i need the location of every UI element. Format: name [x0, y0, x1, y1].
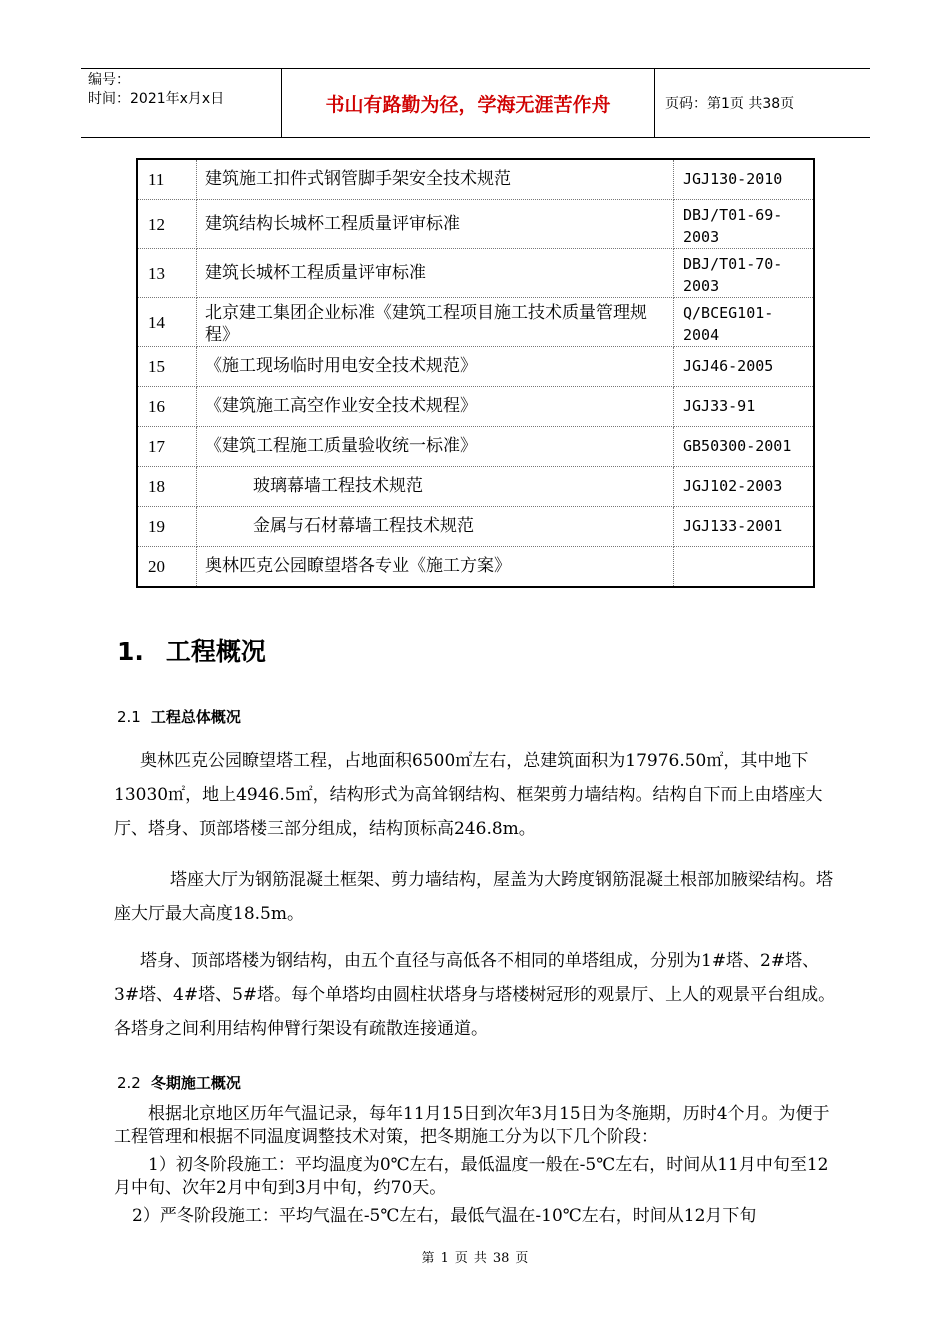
- footer-gong: 共: [473, 1251, 487, 1266]
- header-meta: [81, 69, 281, 137]
- header-motto: 书山有路勤为径，学海无涯苦作舟: [281, 69, 655, 137]
- row-number: 19: [137, 507, 197, 547]
- section-number: 1.: [117, 637, 144, 666]
- standard-name: 金属与石材幕墙工程技术规范: [197, 507, 674, 547]
- doc-date-label: 时间：2021年x月x日: [88, 91, 225, 107]
- subsection-title: 冬期施工概况: [150, 1074, 241, 1092]
- standard-code: JGJ130-2010: [674, 159, 815, 200]
- footer-di: 第: [421, 1251, 435, 1266]
- standard-code: DBJ/T01-69-2003: [674, 200, 815, 249]
- standard-name: 建筑结构长城杯工程质量评审标准: [197, 200, 674, 249]
- table-row: [137, 249, 814, 298]
- footer-total-pages: 38: [492, 1251, 510, 1266]
- standard-code: JGJ33-91: [674, 387, 815, 427]
- row-number: 15: [137, 347, 197, 387]
- subsection-number: 2.2: [117, 1074, 141, 1092]
- winter-paragraph-1: 根据北京地区历年气温记录，每年11月15日到次年3月15日为冬施期，历时4个月。为便于工程管理和根据不同温度调整技术对策，把冬期施工分为以下几个阶段：: [114, 1104, 830, 1147]
- standard-code: JGJ133-2001: [674, 507, 815, 547]
- row-number: 20: [137, 547, 197, 588]
- standard-code: GB50300-2001: [674, 427, 815, 467]
- standard-code: JGJ102-2003: [674, 467, 815, 507]
- row-number: 14: [137, 298, 197, 347]
- table-row: [137, 298, 814, 347]
- table-row: [137, 159, 814, 200]
- standard-name: 《施工现场临时用电安全技术规范》: [197, 347, 674, 387]
- row-number: 18: [137, 467, 197, 507]
- winter-paragraph-2: 1）初冬阶段施工：平均温度为0℃左右，最低温度一般在-5℃左右，时间从11月中旬至12月中旬、次年2月中旬到3月中旬，约70天。: [114, 1155, 829, 1198]
- standard-code: Q/BCEG101-2004: [674, 298, 815, 347]
- section-heading-1: [117, 632, 266, 668]
- table-row: [137, 507, 814, 547]
- standard-name: 建筑施工扣件式钢管脚手架安全技术规范: [197, 159, 674, 200]
- footer-ye: 页: [454, 1251, 468, 1266]
- doc-number-label: 编号：: [88, 72, 130, 88]
- subsection-heading-2-1: [117, 706, 241, 727]
- table-row: [137, 200, 814, 249]
- footer-ye-2: 页: [515, 1251, 529, 1266]
- row-number: 13: [137, 249, 197, 298]
- page-header: [81, 68, 870, 138]
- section-title: 工程概况: [165, 637, 266, 666]
- table-row: [137, 427, 814, 467]
- subsection-title: 工程总体概况: [150, 708, 241, 726]
- winter-paragraph-3: 2）严冬阶段施工：平均气温在-5℃左右，最低气温在-10℃左右，时间从12月下旬: [132, 1206, 757, 1226]
- overview-paragraph-3: 塔身、顶部塔楼为钢结构，由五个直径与高低各不相同的单塔组成，分别为1#塔、2#塔、3#塔、4#塔、5#塔。每个单塔均由圆柱状塔身与塔楼树冠形的观景厅、上人的观景平台组成。各塔身之间利用结构伸臂行架设有疏散连接通道。: [114, 951, 836, 1039]
- page-footer: [0, 1247, 950, 1266]
- table-row: [137, 387, 814, 427]
- overview-paragraph-2: 塔座大厅为钢筋混凝土框架、剪力墙结构，屋盖为大跨度钢筋混凝土根部加腋梁结构。塔座大厅最大高度18.5m。: [114, 870, 833, 924]
- standard-name: 奥林匹克公园瞭望塔各专业《施工方案》: [197, 547, 674, 588]
- standard-name: 玻璃幕墙工程技术规范: [197, 467, 674, 507]
- standard-name: 建筑长城杯工程质量评审标准: [197, 249, 674, 298]
- table-row: [137, 347, 814, 387]
- standard-code: JGJ46-2005: [674, 347, 815, 387]
- standard-code: [674, 547, 815, 588]
- header-page-label: 页码：第1页 共38页: [665, 96, 795, 112]
- standard-name: 《建筑施工高空作业安全技术规程》: [197, 387, 674, 427]
- table-row: [137, 467, 814, 507]
- standard-name: 北京建工集团企业标准《建筑工程项目施工技术质量管理规程》: [197, 298, 674, 347]
- row-number: 16: [137, 387, 197, 427]
- reference-standards-table: [136, 158, 815, 588]
- subsection-number: 2.1: [117, 708, 141, 726]
- standard-code: DBJ/T01-70-2003: [674, 249, 815, 298]
- row-number: 11: [137, 159, 197, 200]
- subsection-heading-2-2: [117, 1072, 241, 1093]
- row-number: 12: [137, 200, 197, 249]
- table-row: [137, 547, 814, 588]
- standard-name: 《建筑工程施工质量验收统一标准》: [197, 427, 674, 467]
- row-number: 17: [137, 427, 197, 467]
- overview-paragraph-1: 奥林匹克公园瞭望塔工程，占地面积6500㎡左右，总建筑面积为17976.50㎡，其中地下13030㎡，地上4946.5㎡，结构形式为高耸钢结构、框架剪力墙结构。结构自下而上由塔座大厅、塔身、顶部塔楼三部分组成，结构顶标高246.8m。: [114, 751, 823, 839]
- footer-page-number: 1: [440, 1251, 449, 1266]
